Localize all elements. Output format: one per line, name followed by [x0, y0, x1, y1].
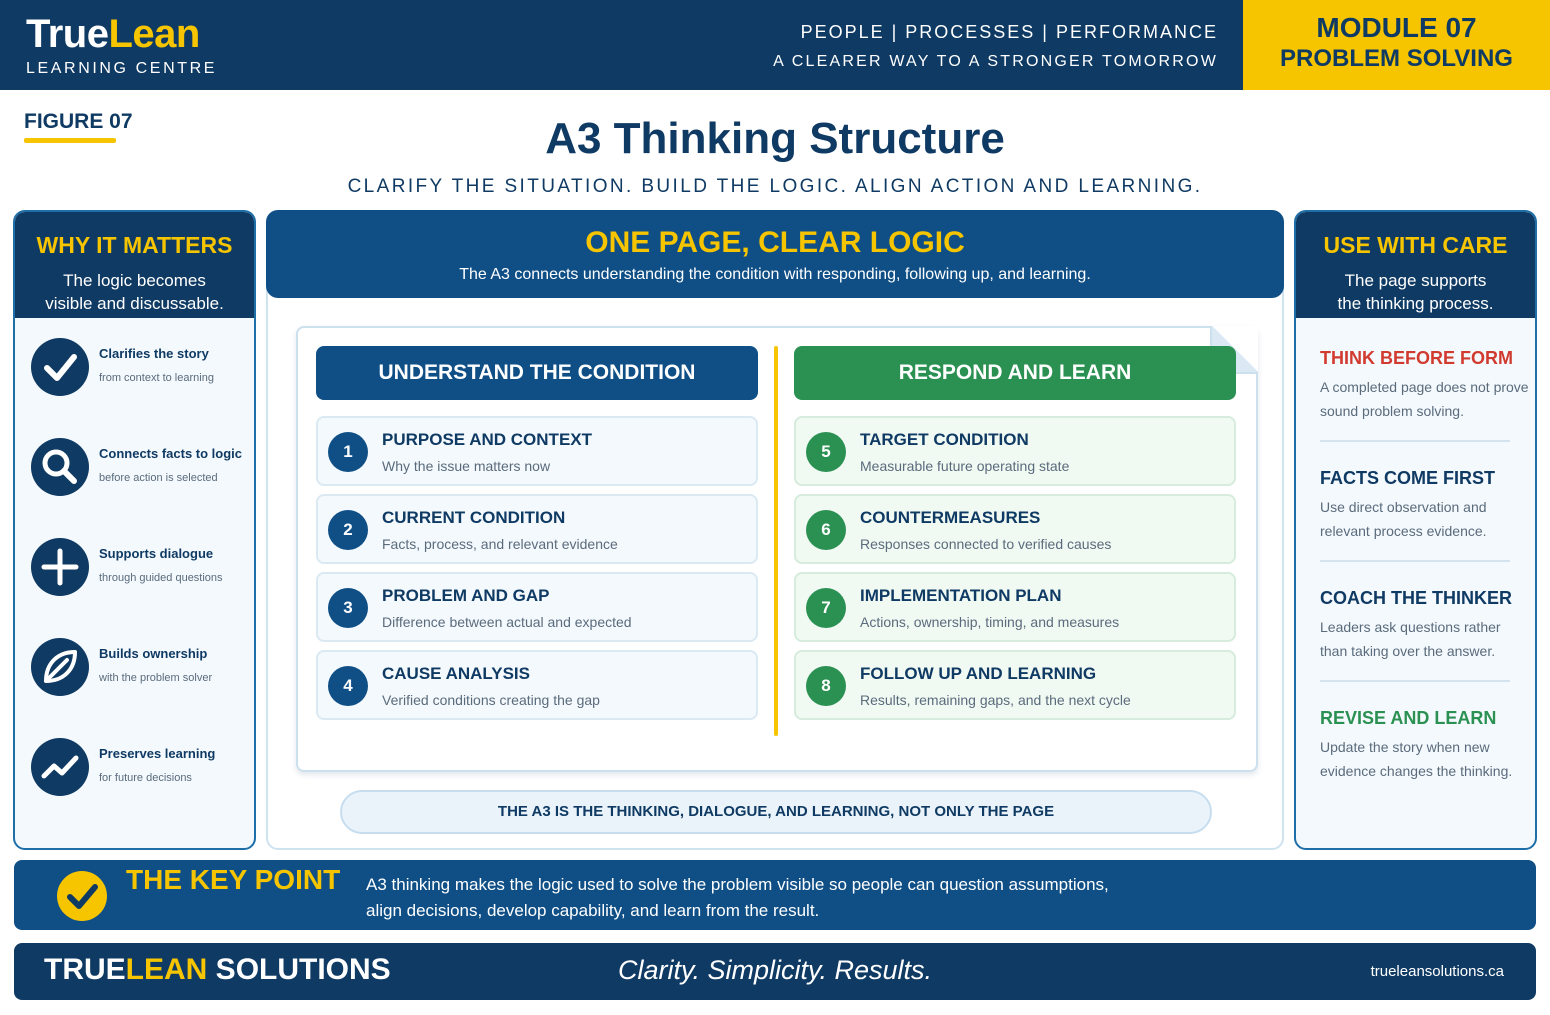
key-point-text: [366, 872, 1186, 924]
care-panel-text: [1296, 269, 1535, 315]
header-tagline: [773, 22, 1218, 71]
key-point-title: THE KEY POINT: [126, 864, 341, 895]
step-title: PURPOSE AND CONTEXT: [382, 430, 593, 449]
why-item-title: Clarifies the story: [99, 346, 209, 361]
care-divider: [1320, 440, 1510, 442]
step-description: Results, remaining gaps, and the next cycle: [860, 692, 1131, 708]
respond-learn-heading: RESPOND AND LEARN: [794, 346, 1236, 400]
key-point-line-1: A3 thinking makes the logic used to solve the problem visible so people can question assumptions,: [366, 875, 1109, 894]
brand-name: [26, 12, 217, 56]
module-badge: [1243, 0, 1550, 90]
step-number: 7: [806, 588, 846, 628]
step-number: 4: [328, 666, 368, 706]
key-point-line-2: align decisions, develop capability, and learn from the result.: [366, 901, 820, 920]
trend-icon: [31, 738, 89, 796]
why-item-title: Preserves learning: [99, 746, 216, 761]
step-description: Actions, ownership, timing, and measures: [860, 614, 1120, 630]
step-title: CURRENT CONDITION: [382, 508, 566, 527]
use-with-care-panel: [1294, 210, 1537, 850]
why-panel-title: WHY IT MATTERS: [36, 232, 233, 258]
why-panel-header: [15, 212, 254, 318]
step-title: PROBLEM AND GAP: [382, 586, 550, 605]
step-card: [794, 416, 1236, 486]
check-circle-icon: [56, 870, 108, 922]
brand-name-accent: Lean: [108, 12, 200, 56]
why-item: [31, 638, 255, 698]
footer-brand-primary: TRUE: [44, 953, 126, 986]
care-divider: [1320, 680, 1510, 682]
care-item-title: FACTS COME FIRST: [1320, 468, 1495, 488]
footer-url-link[interactable]: trueleansolutions.ca: [1370, 963, 1504, 980]
step-card: [794, 650, 1236, 720]
step-card: [316, 494, 758, 564]
care-divider: [1320, 560, 1510, 562]
page-subtitle: CLARIFY THE SITUATION. BUILD THE LOGIC. ALIGN ACTION AND LEARNING.: [347, 176, 1203, 197]
step-description: Responses connected to verified causes: [860, 536, 1112, 552]
care-item-title: REVISE AND LEARN: [1320, 708, 1497, 728]
care-item-text: A completed page does not prove sound problem solving.: [1320, 379, 1529, 419]
page-title: A3 Thinking Structure: [545, 114, 1005, 163]
header-bar: [0, 0, 1550, 90]
step-description: Facts, process, and relevant evidence: [382, 536, 618, 552]
plus-icon: [31, 538, 89, 596]
why-item-sub: through guided questions: [99, 572, 223, 584]
understand-condition-heading: UNDERSTAND THE CONDITION: [316, 346, 758, 400]
why-item: [31, 338, 255, 398]
step-number: 3: [328, 588, 368, 628]
a3-structure-panel: [266, 210, 1284, 850]
step-card: [794, 572, 1236, 642]
module-number: MODULE 07: [1316, 12, 1477, 43]
center-title: ONE PAGE, CLEAR LOGIC: [585, 226, 965, 259]
why-panel-text-line-2: visible and discussable.: [45, 294, 224, 313]
brand-name-primary: True: [26, 12, 109, 56]
care-panel-text-line-1: The page supports: [1344, 271, 1487, 290]
tagline-line-2: A CLEARER WAY TO A STRONGER TOMORROW: [773, 53, 1218, 70]
brand-logo: [26, 12, 217, 78]
step-card: [316, 572, 758, 642]
care-item: [1320, 588, 1530, 663]
why-item-sub: before action is selected: [99, 472, 218, 484]
why-item-sub: for future decisions: [99, 772, 192, 784]
step-title: FOLLOW UP AND LEARNING: [860, 664, 1097, 683]
a3-summary-banner: THE A3 IS THE THINKING, DIALOGUE, AND LEARNING, NOT ONLY THE PAGE: [340, 790, 1212, 834]
step-title: COUNTERMEASURES: [860, 508, 1041, 527]
care-item: [1320, 348, 1530, 423]
why-item: [31, 438, 255, 498]
care-item: [1320, 708, 1530, 783]
step-card: [794, 494, 1236, 564]
step-description: Difference between actual and expected: [382, 614, 632, 630]
check-icon: [31, 338, 89, 396]
brand-subtitle: LEARNING CENTRE: [26, 60, 218, 77]
module-topic: PROBLEM SOLVING: [1280, 45, 1513, 72]
care-item-text: Leaders ask questions rather than taking over the answer.: [1320, 619, 1501, 659]
why-panel-text: [15, 269, 254, 315]
why-item: [31, 738, 255, 798]
step-card: [316, 416, 758, 486]
column-divider: [774, 346, 778, 736]
footer-brand-accent: LEAN: [125, 953, 208, 986]
step-number: 8: [806, 666, 846, 706]
step-description: Measurable future operating state: [860, 458, 1070, 474]
step-number: 1: [328, 432, 368, 472]
step-number: 5: [806, 432, 846, 472]
key-point-banner: [14, 860, 1536, 930]
center-header: [266, 210, 1284, 298]
why-panel-text-line-1: The logic becomes: [63, 271, 206, 290]
care-item-text: Update the story when new evidence changes the thinking.: [1320, 739, 1513, 779]
footer-brand-rest: SOLUTIONS: [207, 953, 391, 986]
why-it-matters-panel: [13, 210, 256, 850]
step-description: Why the issue matters now: [382, 458, 551, 474]
why-item-title: Supports dialogue: [99, 546, 214, 561]
leaf-icon: [31, 638, 89, 696]
why-item: [31, 538, 255, 598]
care-panel-title: USE WITH CARE: [1323, 232, 1508, 258]
why-item-sub: from context to learning: [99, 372, 214, 384]
magnifier-icon: [31, 438, 89, 496]
figure-label: FIGURE 07: [24, 110, 133, 133]
care-item-text: Use direct observation and relevant process evidence.: [1320, 499, 1487, 539]
step-number: 2: [328, 510, 368, 550]
why-item-title: Builds ownership: [99, 646, 208, 661]
care-item: [1320, 468, 1530, 543]
step-title: TARGET CONDITION: [860, 430, 1029, 449]
care-item-title: THINK BEFORE FORM: [1320, 348, 1513, 368]
why-item-title: Connects facts to logic: [99, 446, 243, 461]
tagline-line-1: PEOPLE | PROCESSES | PERFORMANCE: [800, 22, 1218, 42]
care-panel-header: [1296, 212, 1535, 318]
step-description: Verified conditions creating the gap: [382, 692, 600, 708]
care-item-title: COACH THE THINKER: [1320, 588, 1512, 608]
step-title: IMPLEMENTATION PLAN: [860, 586, 1062, 605]
step-title: CAUSE ANALYSIS: [382, 664, 530, 683]
center-description: The A3 connects understanding the condition with responding, following up, and learning.: [459, 266, 1091, 283]
step-number: 6: [806, 510, 846, 550]
footer-slogan: Clarity. Simplicity. Results.: [617, 955, 933, 985]
care-panel-text-line-2: the thinking process.: [1337, 294, 1494, 313]
footer-bar: [14, 943, 1536, 1000]
step-card: [316, 650, 758, 720]
why-item-sub: with the problem solver: [99, 672, 213, 684]
a3-sheet: [296, 326, 1258, 772]
